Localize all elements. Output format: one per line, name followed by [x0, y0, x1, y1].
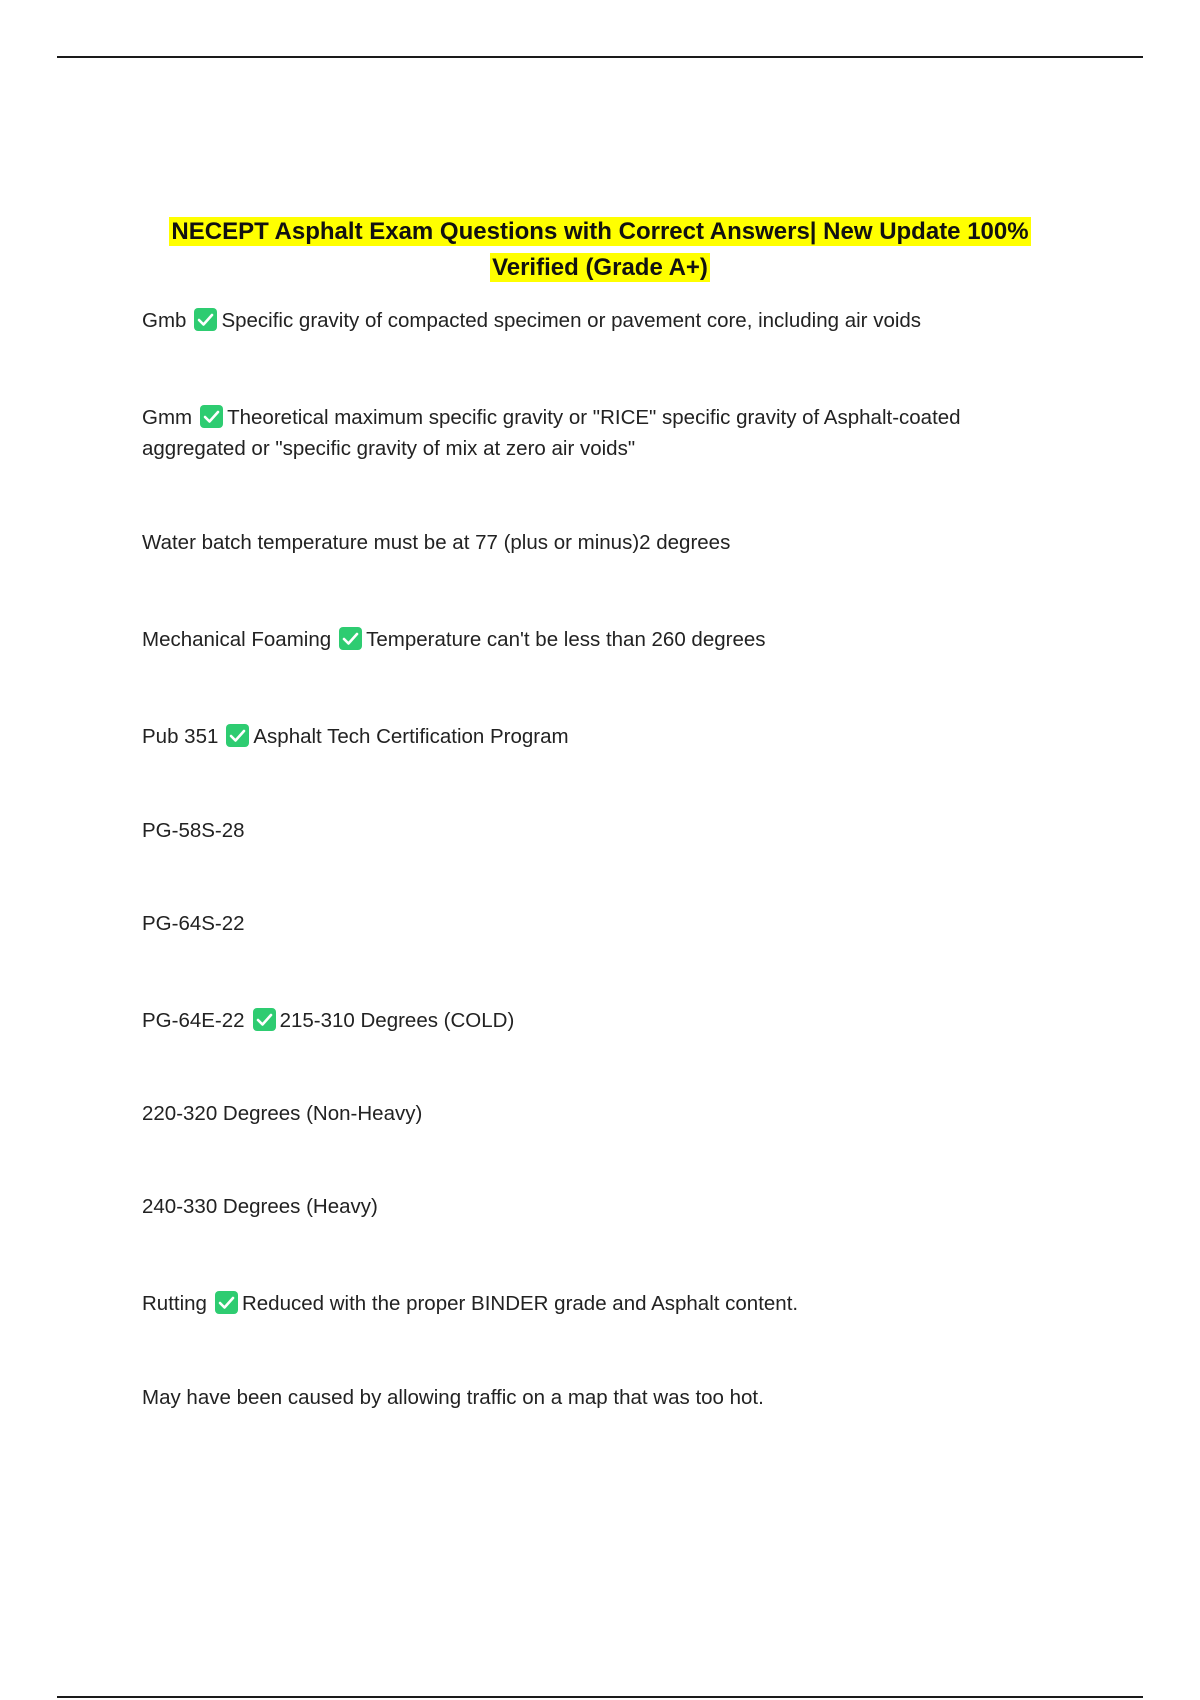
entry-term: PG-64E-22 — [142, 1009, 245, 1032]
check-mark-icon — [339, 627, 362, 650]
qa-entry-pg-64e-22 — [142, 1005, 1042, 1036]
entry-term: Rutting — [142, 1292, 207, 1315]
entry-definition: Specific gravity of compacted specimen or pavement core, including air voids — [221, 309, 922, 332]
page-title — [120, 214, 1080, 286]
footer-rule — [57, 1696, 1143, 1698]
qa-entry-mechanical-foaming — [142, 624, 1042, 655]
entry-term: Mechanical Foaming — [142, 628, 332, 651]
qa-entry-pg-64s-22 — [142, 908, 1042, 939]
check-mark-icon — [194, 308, 217, 331]
entry-text: PG-64S-22 — [142, 912, 245, 935]
entry-definition: Asphalt Tech Certification Program — [253, 725, 569, 748]
qa-entry-traffic-hot-mat — [142, 1382, 1042, 1413]
qa-entry-rutting — [142, 1288, 1042, 1319]
entry-definition: 215-310 Degrees (COLD) — [279, 1009, 515, 1032]
qa-entry-pub-351 — [142, 721, 1042, 752]
qa-entry-heavy — [142, 1191, 1042, 1222]
entry-text: May have been caused by allowing traffic on a map that was too hot. — [142, 1386, 764, 1409]
check-mark-icon — [253, 1008, 276, 1031]
entry-text: 240-330 Degrees (Heavy) — [142, 1195, 378, 1218]
entry-definition: Reduced with the proper BINDER grade and Asphalt content. — [241, 1292, 799, 1315]
entry-term: Pub 351 — [142, 725, 219, 748]
check-mark-icon — [226, 724, 249, 747]
qa-entry-non-heavy — [142, 1098, 1042, 1129]
title-line-1: NECEPT Asphalt Exam Questions with Correct Answers| New Update 100% — [171, 218, 1029, 245]
check-mark-icon — [200, 405, 223, 428]
title-line-2: Verified (Grade A+) — [492, 254, 708, 281]
entry-definition: Theoretical maximum specific gravity or "RICE" specific gravity of Asphalt-coated aggregated or "specific gravity of mix at zero air voids" — [142, 406, 961, 460]
header-rule — [57, 56, 1143, 58]
entry-term: Gmm — [142, 406, 193, 429]
entry-text: Water batch temperature must be at 77 (plus or minus)2 degrees — [142, 531, 731, 554]
entry-term: Gmb — [142, 309, 187, 332]
check-mark-icon — [215, 1291, 238, 1314]
entry-text: 220-320 Degrees (Non-Heavy) — [142, 1102, 423, 1125]
qa-entry-water-batch — [142, 527, 1042, 558]
qa-entry-gmb — [142, 305, 1042, 336]
entry-definition: Temperature can't be less than 260 degrees — [366, 628, 766, 651]
entry-text: PG-58S-28 — [142, 819, 245, 842]
qa-entry-pg-58s-28 — [142, 815, 1042, 846]
qa-entry-gmm — [142, 402, 1042, 464]
